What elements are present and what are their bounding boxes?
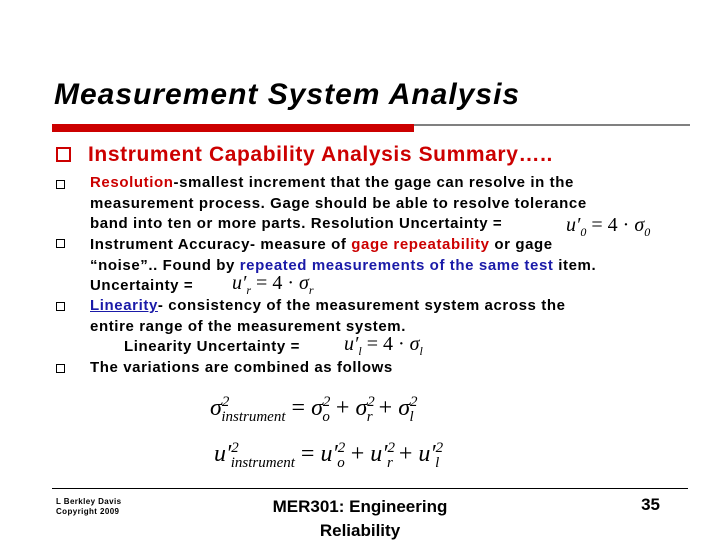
sub-bullet-icon bbox=[56, 180, 65, 189]
linearity-line-1-text: - consistency of the measurement system across the bbox=[157, 297, 566, 314]
equation-variance-combination: $\sigma^2_{instrument} = \sigma^2_o + \sigma^2_r + \sigma^2_l$ bbox=[210, 394, 418, 425]
combined-paragraph: The variations are combined as follows bbox=[90, 359, 393, 376]
accuracy-line-1 bbox=[90, 235, 596, 256]
linearity-term: Linearity bbox=[90, 297, 158, 314]
linearity-line-1 bbox=[90, 296, 566, 317]
accuracy-line-1-text-a: Instrument Accuracy- measure of bbox=[90, 236, 352, 253]
resolution-line-1 bbox=[90, 173, 587, 194]
page-number: 35 bbox=[641, 495, 660, 514]
sub-bullet-icon bbox=[56, 239, 65, 248]
equation-ur: $u'_r = 4 \cdot \sigma_r$ bbox=[232, 272, 314, 297]
equation-ul: $u'_l = 4 \cdot \sigma_l$ bbox=[344, 333, 423, 358]
accuracy-paragraph bbox=[90, 235, 596, 297]
equation-uncertainty-combination: $u'^2_{instrument} = u'^2_o + u'^2_r + u'^2_l$ bbox=[214, 440, 444, 471]
sub-bullet-icon bbox=[56, 302, 65, 311]
course-title-line-2: Reliability bbox=[319, 521, 401, 540]
gage-repeatability-term: gage repeatability bbox=[351, 236, 490, 253]
accuracy-line-2 bbox=[90, 256, 596, 277]
course-title bbox=[248, 495, 472, 543]
page-title: Measurement System Analysis bbox=[54, 78, 521, 111]
linearity-paragraph bbox=[90, 296, 566, 358]
accuracy-line-3: Uncertainty = bbox=[90, 277, 194, 294]
copyright-notice: Copyright 2009 bbox=[56, 507, 120, 516]
equation-u0: $u'_0 = 4 \cdot \sigma_0$ bbox=[566, 214, 651, 239]
course-title-line-1: MER301: Engineering bbox=[272, 497, 448, 516]
title-divider-red bbox=[52, 124, 414, 132]
author-name: L Berkley Davis bbox=[56, 497, 122, 506]
author-credit bbox=[56, 497, 121, 517]
linearity-line-2: entire range of the measurement system. bbox=[90, 317, 407, 335]
resolution-term: Resolution bbox=[90, 174, 174, 191]
repeated-measurements-term: repeated measurements of the same test bbox=[239, 256, 554, 274]
accuracy-line-1-text-b: or gage bbox=[489, 236, 553, 253]
sub-bullet-icon bbox=[56, 364, 65, 373]
resolution-paragraph bbox=[90, 173, 587, 235]
resolution-line-3: band into ten or more parts. Resolution Uncertainty = bbox=[90, 215, 503, 232]
accuracy-line-2-text-a: “noise”.. Found by bbox=[90, 256, 240, 274]
footer-divider bbox=[52, 488, 688, 489]
accuracy-line-2-text-b: item. bbox=[553, 256, 597, 274]
main-bullet-icon bbox=[56, 147, 71, 162]
linearity-line-3: Linearity Uncertainty = bbox=[124, 338, 300, 355]
resolution-line-1-text: -smallest increment that the gage can resolve in the bbox=[173, 174, 574, 191]
resolution-line-2: measurement process. Gage should be able to resolve tolerance bbox=[90, 194, 587, 212]
section-heading: Instrument Capability Analysis Summary….. bbox=[88, 143, 553, 166]
